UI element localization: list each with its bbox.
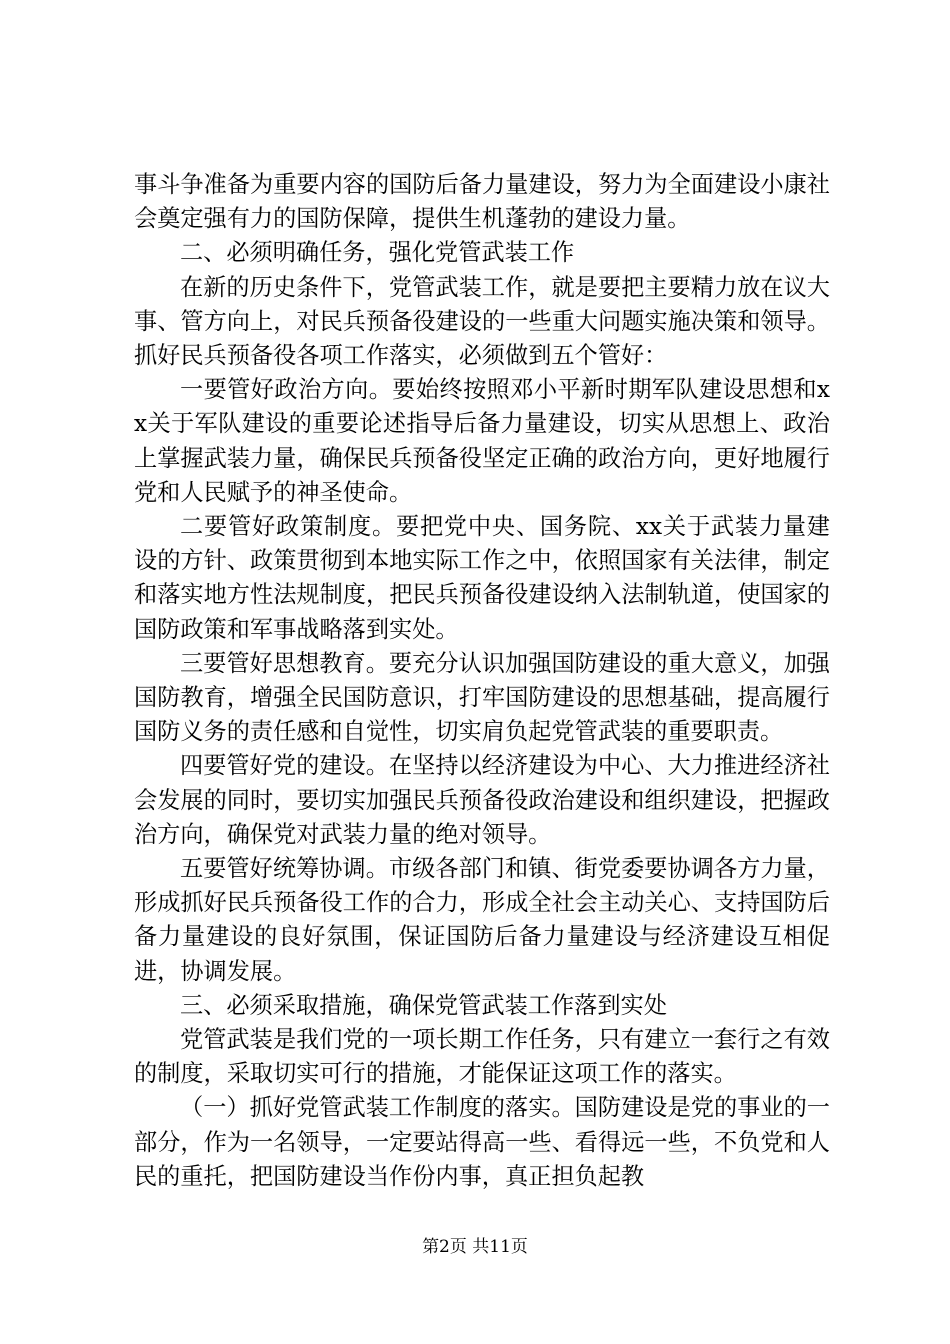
section-heading-3: 三、必须采取措施，确保党管武装工作落到实处 [180,991,667,1019]
paragraph-10: 党管武装是我们党的一项长期工作任务，只有建立一套行之有效的制度，采取切实可行的措施，才能保证这项工作的落实。 [134,1026,830,1088]
paragraph-1: 事斗争准备为重要内容的国防后备力量建设，努力为全面建设小康社会奠定强有力的国防保障，提供生机蓬勃的建设力量。 [134,171,830,233]
paragraph-8: 五要管好统筹协调。市级各部门和镇、街党委要协调各方力量，形成抓好民兵预备役工作的合力，形成全社会主动关心、支持国防后备力量建设的良好氛围，保证国防后备力量建设与经济建设互相促进，协调发展。 [134,855,830,985]
paragraph-6: 三要管好思想教育。要充分认识加强国防建设的重大意义，加强国防教育，增强全民国防意识，打牢国防建设的思想基础，提高履行国防义务的责任感和自觉性，切实肩负起党管武装的重要职责。 [134,649,830,746]
paragraph-3: 在新的历史条件下，党管武装工作，就是要把主要精力放在议大事、管方向上，对民兵预备役建设的一些重大问题实施决策和领导。抓好民兵预备役各项工作落实，必须做到五个管好： [134,273,830,370]
paragraph-11: （一）抓好党管武装工作制度的落实。国防建设是党的事业的一部分，作为一名领导，一定要站得高一些、看得远一些，不负党和人民的重托，把国防建设当作份内事，真正担负起教 [134,1094,830,1190]
section-heading-2: 二、必须明确任务，强化党管武装工作 [180,239,575,267]
document-body [134,168,830,1194]
paragraph-5: 二要管好政策制度。要把党中央、国务院、xx关于武装力量建设的方针、政策贯彻到本地实际工作之中，依照国家有关法律，制定和落实地方性法规制度，把民兵预备役建设纳入法制轨道，使国家的国防政策和军事战略落到实处。 [134,513,830,643]
paragraph-7: 四要管好党的建设。在坚持以经济建设为中心、大力推进经济社会发展的同时，要切实加强民兵预备役政治建设和组织建设，把握政治方向，确保党对武装力量的绝对领导。 [134,752,830,848]
paragraph-4: 一要管好政治方向。要始终按照邓小平新时期军队建设思想和xx关于军队建设的重要论述指导后备力量建设，切实从思想上、政治上掌握武装力量，确保民兵预备役坚定正确的政治方向，更好地履行党和人民赋予的神圣使命。 [134,376,830,506]
page-number-footer: 第2页 共11页 [422,1237,528,1257]
